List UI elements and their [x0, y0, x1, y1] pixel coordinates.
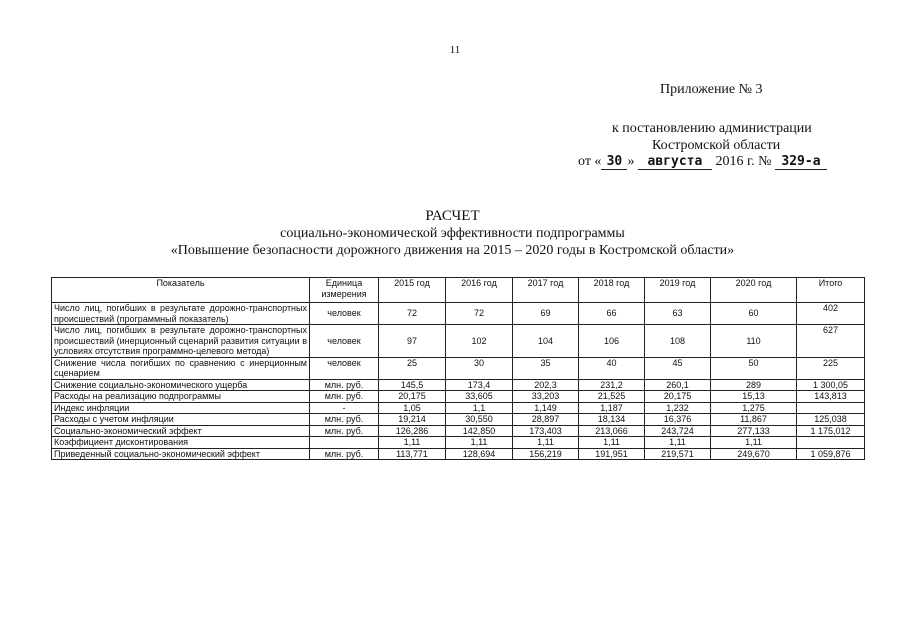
header-year-2017: 2017 год — [513, 278, 579, 303]
row-value-2019: 243,724 — [645, 425, 711, 437]
row-value-2015: 126,286 — [379, 425, 446, 437]
table-row — [52, 391, 865, 403]
header-unit: Единица измерения — [310, 278, 379, 303]
row-value-2016: 30,550 — [446, 414, 513, 426]
row-total — [797, 437, 865, 449]
row-label: Снижение числа погибших по сравнению с инерционным сценарием — [52, 357, 310, 379]
row-total: 1 175,012 — [797, 425, 865, 437]
row-value-2015: 1,11 — [379, 437, 446, 449]
row-label: Число лиц, погибших в результате дорожно-транспортных происшествий (инерционный сценарий развития ситуации в условиях отсутствия программно-целевого метода) — [52, 325, 310, 358]
header-indicator: Показатель — [52, 278, 310, 303]
row-value-2018: 66 — [579, 303, 645, 325]
row-value-2018: 106 — [579, 325, 645, 358]
row-value-2017: 156,219 — [513, 448, 579, 460]
header-year-2018: 2018 год — [579, 278, 645, 303]
row-value-2020: 1,11 — [711, 437, 797, 449]
row-value-2016: 72 — [446, 303, 513, 325]
table-row — [52, 414, 865, 426]
row-total: 402 — [797, 303, 865, 325]
row-unit: человек — [310, 357, 379, 379]
row-value-2017: 69 — [513, 303, 579, 325]
appendix-label: Приложение № 3 — [660, 82, 763, 97]
row-label: Число лиц, погибших в результате дорожно-транспортных происшествий (программный показатель) — [52, 303, 310, 325]
row-value-2017: 28,897 — [513, 414, 579, 426]
row-value-2017: 1,11 — [513, 437, 579, 449]
row-value-2016: 128,694 — [446, 448, 513, 460]
row-value-2020: 289 — [711, 379, 797, 391]
row-value-2015: 113,771 — [379, 448, 446, 460]
row-label: Социально-экономический эффект — [52, 425, 310, 437]
row-value-2015: 97 — [379, 325, 446, 358]
row-unit: млн. руб. — [310, 414, 379, 426]
header-year-2016: 2016 год — [446, 278, 513, 303]
efficiency-table — [51, 277, 865, 460]
row-value-2019: 20,175 — [645, 391, 711, 403]
row-value-2016: 30 — [446, 357, 513, 379]
doc-number: 329-а — [775, 155, 827, 170]
date-mid: » — [627, 154, 635, 169]
table-header-row — [52, 278, 865, 303]
row-value-2018: 213,066 — [579, 425, 645, 437]
row-label: Индекс инфляции — [52, 402, 310, 414]
header-total: Итого — [797, 278, 865, 303]
header-year-2020: 2020 год — [711, 278, 797, 303]
row-total: 225 — [797, 357, 865, 379]
row-value-2016: 1,11 — [446, 437, 513, 449]
decree-line-1: к постановлению администрации — [612, 121, 812, 136]
row-unit — [310, 437, 379, 449]
row-total: 125,038 — [797, 414, 865, 426]
row-total: 1 300,05 — [797, 379, 865, 391]
row-value-2017: 35 — [513, 357, 579, 379]
decree-line-2: Костромской области — [652, 138, 781, 153]
page-number: 11 — [449, 44, 461, 56]
row-value-2020: 110 — [711, 325, 797, 358]
row-label: Расходы на реализацию подпрограммы — [52, 391, 310, 403]
table-row — [52, 425, 865, 437]
row-total: 627 — [797, 325, 865, 358]
row-value-2016: 142,850 — [446, 425, 513, 437]
row-value-2017: 33,203 — [513, 391, 579, 403]
row-value-2018: 231,2 — [579, 379, 645, 391]
row-total: 1 059,876 — [797, 448, 865, 460]
row-value-2015: 145,5 — [379, 379, 446, 391]
row-value-2019: 260,1 — [645, 379, 711, 391]
row-value-2020: 277,133 — [711, 425, 797, 437]
row-value-2016: 173,4 — [446, 379, 513, 391]
doc-subprogram-name: «Повышение безопасности дорожного движения на 2015 – 2020 годы в Костромской области» — [170, 243, 735, 258]
date-prefix: от « — [578, 154, 602, 169]
row-value-2018: 18,134 — [579, 414, 645, 426]
table-row — [52, 379, 865, 391]
table-row — [52, 357, 865, 379]
row-value-2019: 1,11 — [645, 437, 711, 449]
row-value-2017: 173,403 — [513, 425, 579, 437]
row-value-2017: 104 — [513, 325, 579, 358]
row-value-2018: 21,525 — [579, 391, 645, 403]
row-value-2016: 1,1 — [446, 402, 513, 414]
row-value-2015: 20,175 — [379, 391, 446, 403]
row-value-2020: 1,275 — [711, 402, 797, 414]
row-total — [797, 402, 865, 414]
row-unit: человек — [310, 325, 379, 358]
row-value-2019: 219,571 — [645, 448, 711, 460]
row-value-2018: 1,187 — [579, 402, 645, 414]
row-value-2018: 1,11 — [579, 437, 645, 449]
header-year-2015: 2015 год — [379, 278, 446, 303]
row-value-2019: 1,232 — [645, 402, 711, 414]
row-label: Снижение социально-экономического ущерба — [52, 379, 310, 391]
row-unit: млн. руб. — [310, 448, 379, 460]
row-value-2017: 202,3 — [513, 379, 579, 391]
row-value-2019: 16,376 — [645, 414, 711, 426]
row-value-2019: 45 — [645, 357, 711, 379]
row-value-2017: 1,149 — [513, 402, 579, 414]
date-month: августа — [638, 155, 712, 170]
row-value-2018: 191,951 — [579, 448, 645, 460]
decree-date-line — [578, 154, 827, 170]
row-value-2018: 40 — [579, 357, 645, 379]
doc-subtitle: социально-экономической эффективности подпрограммы — [280, 226, 625, 241]
row-value-2019: 63 — [645, 303, 711, 325]
row-value-2020: 15,13 — [711, 391, 797, 403]
row-unit: млн. руб. — [310, 425, 379, 437]
row-label: Приведенный социально-экономический эффект — [52, 448, 310, 460]
table-row — [52, 437, 865, 449]
table-row — [52, 303, 865, 325]
row-value-2015: 1,05 — [379, 402, 446, 414]
row-unit: человек — [310, 303, 379, 325]
row-value-2020: 60 — [711, 303, 797, 325]
row-value-2019: 108 — [645, 325, 711, 358]
row-unit: млн. руб. — [310, 379, 379, 391]
row-unit: млн. руб. — [310, 391, 379, 403]
row-unit: - — [310, 402, 379, 414]
row-value-2015: 19,214 — [379, 414, 446, 426]
row-value-2016: 33,605 — [446, 391, 513, 403]
row-value-2015: 72 — [379, 303, 446, 325]
date-day: 30 — [601, 155, 627, 170]
row-value-2015: 25 — [379, 357, 446, 379]
table-row — [52, 325, 865, 358]
row-value-2020: 11,867 — [711, 414, 797, 426]
date-year: 2016 г. № — [715, 154, 772, 169]
row-value-2016: 102 — [446, 325, 513, 358]
header-year-2019: 2019 год — [645, 278, 711, 303]
table-row — [52, 448, 865, 460]
row-value-2020: 249,670 — [711, 448, 797, 460]
row-label: Расходы с учетом инфляции — [52, 414, 310, 426]
row-label: Коэффициент дисконтирования — [52, 437, 310, 449]
row-value-2020: 50 — [711, 357, 797, 379]
row-total: 143,813 — [797, 391, 865, 403]
table-row — [52, 402, 865, 414]
doc-title: РАСЧЕТ — [425, 208, 480, 224]
